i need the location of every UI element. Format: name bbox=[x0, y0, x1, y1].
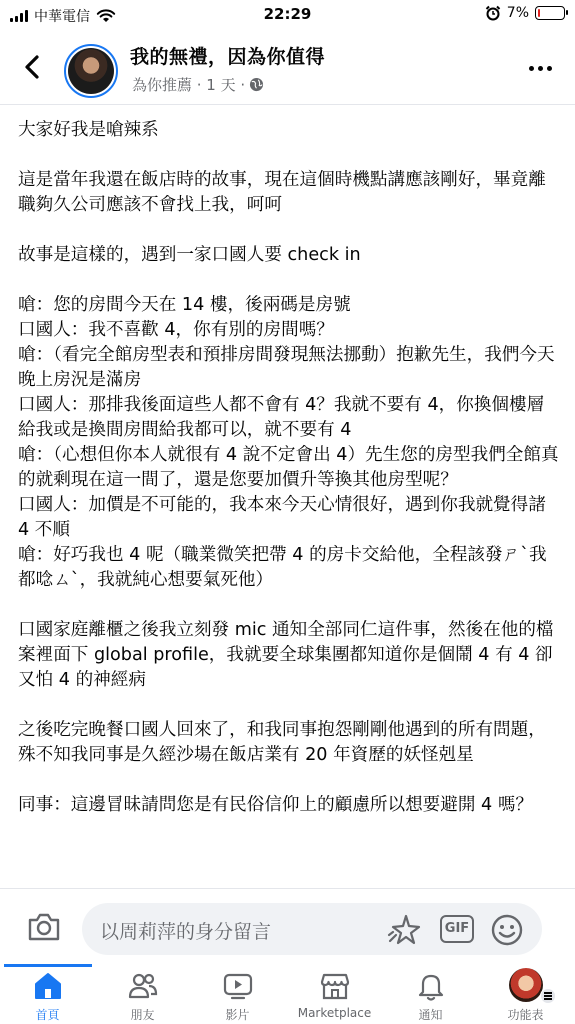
post-header bbox=[0, 36, 575, 102]
nav-label: 功能表 bbox=[507, 1008, 544, 1022]
post-paragraph bbox=[18, 793, 560, 818]
dialogue-line: 嗆：（看完全館房型表和預排房間發現無法挪動）抱歉先生，我們今天晚上房況是滿房 bbox=[18, 345, 555, 390]
back-arrow-icon[interactable] bbox=[18, 52, 48, 82]
battery-level bbox=[538, 9, 540, 17]
post-paragraph bbox=[18, 118, 560, 143]
nav-label: 首頁 bbox=[35, 1008, 60, 1022]
video-icon bbox=[222, 970, 254, 1002]
nav-label: Marketplace bbox=[297, 1006, 372, 1020]
menu-icon bbox=[540, 988, 556, 1004]
home-icon bbox=[32, 970, 64, 1002]
clock: 22:29 bbox=[263, 5, 312, 23]
avatar-image bbox=[68, 48, 114, 94]
post-paragraph bbox=[18, 168, 560, 218]
nav-menu[interactable] bbox=[478, 966, 573, 1024]
globe-icon bbox=[249, 77, 264, 92]
dialogue-line: 口國人：我不喜歡 4，你有別的房間嗎？ bbox=[18, 320, 334, 340]
post-line: 大家好我是嗆辣系 bbox=[18, 120, 159, 140]
post-meta bbox=[132, 74, 264, 95]
camera-icon[interactable] bbox=[26, 909, 62, 945]
marketplace-icon bbox=[319, 970, 351, 1002]
more-options-button[interactable] bbox=[529, 58, 553, 78]
page-title[interactable]: 我的無禮，因為你值得 bbox=[130, 46, 326, 68]
dialogue-line: 嗆：您的房間今天在 14 樓，後兩碼是房號 bbox=[18, 295, 351, 315]
carrier-label: 中華電信 bbox=[34, 9, 90, 25]
status-bar bbox=[0, 0, 575, 30]
post-line: 口國家庭離櫃之後我立刻發 mic 通知全部同仁這件事，然後在他的檔案裡面下 global profile，我就要全球集團都知道你是個鬧 4 有 4 卻又怕 4 的神經病 bbox=[18, 620, 554, 690]
nav-friends[interactable] bbox=[95, 966, 190, 1024]
alarm-icon bbox=[485, 5, 501, 21]
header-divider bbox=[0, 104, 575, 105]
nav-home[interactable] bbox=[0, 966, 95, 1024]
comment-bar bbox=[0, 888, 575, 966]
post-paragraph bbox=[18, 243, 560, 268]
bottom-nav bbox=[0, 966, 575, 1024]
post-body bbox=[18, 118, 560, 818]
post-paragraph bbox=[18, 718, 560, 768]
dialogue-line: 嗆：好巧我也 4 呢（職業微笑把帶 4 的房卡交給他，全程該發ㄕ`我都唸ㄙ`，我就純心想要氣死他） bbox=[18, 545, 547, 590]
dot-icon bbox=[538, 66, 543, 71]
profile-avatar bbox=[509, 968, 543, 1002]
nav-label: 通知 bbox=[418, 1008, 443, 1022]
nav-label: 朋友 bbox=[130, 1008, 155, 1022]
bell-icon bbox=[415, 970, 447, 1002]
post-paragraph bbox=[18, 618, 560, 693]
nav-video[interactable] bbox=[190, 966, 285, 1024]
comment-placeholder: 以周莉萍的身分留言 bbox=[100, 921, 272, 943]
emoji-icon[interactable] bbox=[490, 913, 524, 947]
post-line: 故事是這樣的，遇到一家口國人要 check in bbox=[18, 245, 361, 265]
gif-icon[interactable]: GIF bbox=[440, 915, 474, 943]
battery-percent: 7% bbox=[506, 5, 529, 21]
group-avatar[interactable] bbox=[64, 44, 118, 98]
post-line: 這是當年我還在飯店時的故事，現在這個時機點講應該剛好，畢竟離職夠久公司應該不會找上我，呵呵 bbox=[18, 170, 546, 215]
post-line: 同事：這邊冒昧請問您是有民俗信仰上的顧慮所以想要避開 4 嗎？ bbox=[18, 795, 534, 815]
dialogue-line: 口國人：加價是不可能的，我本來今天心情很好，遇到你我就覺得諸 4 不順 bbox=[18, 495, 546, 540]
comment-input[interactable] bbox=[82, 903, 542, 955]
nav-notifications[interactable] bbox=[383, 966, 478, 1024]
dot-icon bbox=[547, 66, 552, 71]
status-right bbox=[485, 5, 565, 21]
dialogue-line: 嗆：（心想但你本人就很有 4 說不定會出 4）先生您的房型我們全館真的就剩現在這一間了，還是您要加價升等換其他房型呢？ bbox=[18, 445, 559, 490]
dialogue-line: 口國人：那排我後面這些人都不會有 4？我就不要有 4，你換個樓層給我或是換間房間給我都可以，就不要有 4 bbox=[18, 395, 545, 440]
dialogue-block bbox=[18, 293, 560, 593]
avatar-sticker-icon[interactable] bbox=[386, 913, 422, 949]
battery-icon bbox=[535, 6, 565, 20]
friends-icon bbox=[127, 970, 159, 1002]
post-meta-text: 為你推薦 · 1 天 · bbox=[132, 76, 246, 94]
nav-marketplace[interactable] bbox=[287, 966, 382, 1024]
post-line: 之後吃完晚餐口國人回來了，和我同事抱怨剛剛他遇到的所有問題，殊不知我同事是久經沙場在飯店業有 20 年資歷的妖怪剋星 bbox=[18, 720, 546, 765]
nav-label: 影片 bbox=[225, 1008, 250, 1022]
dot-icon bbox=[529, 66, 534, 71]
